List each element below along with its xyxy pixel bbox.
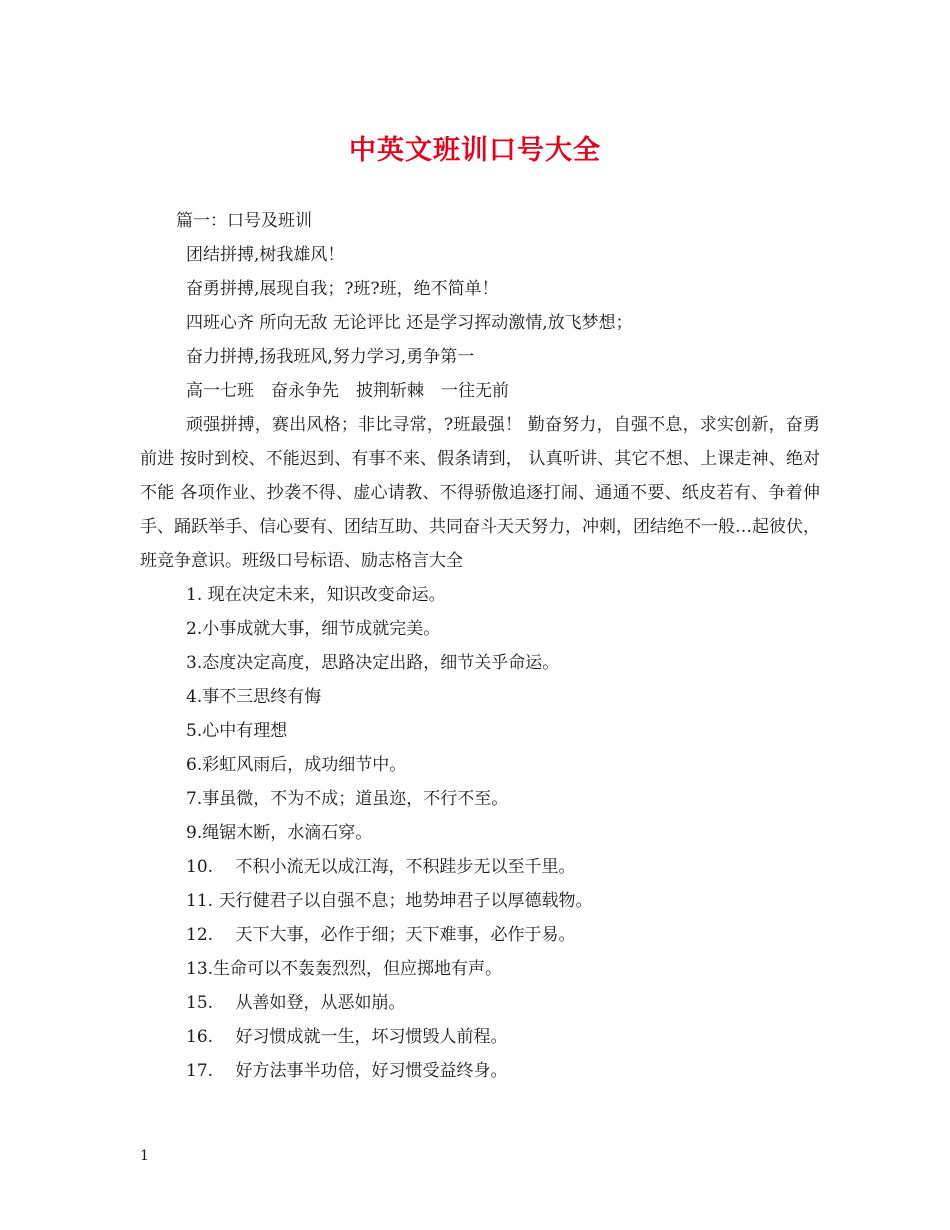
slogan-line: 奋力拼搏,扬我班风,努力学习,勇争第一 — [186, 347, 475, 367]
list-item: 11. 天行健君子以自强不息；地势坤君子以厚德载物。 — [186, 891, 593, 911]
page-number: 1 — [140, 1148, 149, 1164]
list-item: 1. 现在决定未来，知识改变命运。 — [186, 585, 446, 605]
body-paragraph: 顽强拼搏，赛出风格；非比寻常，?班最强！ 勤奋努力，自强不息，求实创新，奋勇前进 按时到校、不能迟到、有事不来、假条请到， 认真听讲、其它不想、上课走神、绝对不能 各项作业、抄袭不得、虚心请教、不得骄傲追逐打闹、通通不要、纸皮若有、争着伸手、踊跃举手、信心要有、团结互助、共同奋斗天天努力，冲刺，团结绝不一般…起彼伏，班竞争意识。班级口号标语、励志格言大全 — [140, 415, 820, 571]
slogan-line: 高一七班 奋永争先 披荆斩棘 一往无前 — [186, 381, 509, 401]
list-item: 16. 好习惯成就一生，坏习惯毁人前程。 — [186, 1027, 508, 1047]
list-item: 2.小事成就大事，细节成就完美。 — [186, 619, 441, 639]
list-item: 4.事不三思终有悔 — [186, 687, 322, 707]
list-item: 10. 不积小流无以成江海，不积跬步无以至千里。 — [186, 857, 576, 877]
section-heading: 篇一：口号及班训 — [176, 211, 312, 231]
list-item: 13.生命可以不轰轰烈烈，但应掷地有声。 — [186, 959, 503, 979]
document-title: 中英文班训口号大全 — [349, 135, 601, 166]
list-item: 9.绳锯木断，水滴石穿。 — [186, 823, 373, 843]
slogan-line: 四班心齐 所向无敌 无论评比 还是学习挥动激情,放飞梦想； — [186, 313, 633, 333]
list-item: 17. 好方法事半功倍，好习惯受益终身。 — [186, 1061, 508, 1081]
document-body — [140, 204, 820, 1088]
list-item: 5.心中有理想 — [186, 721, 288, 741]
list-item: 12. 天下大事，必作于细；天下难事，必作于易。 — [186, 925, 576, 945]
slogan-line: 团结拼搏,树我雄风！ — [186, 245, 345, 265]
list-item: 6.彩虹风雨后，成功细节中。 — [186, 755, 407, 775]
slogan-line: 奋勇拼搏,展现自我；?班?班，绝不简单！ — [186, 279, 499, 299]
list-item: 3.态度决定高度，思路决定出路，细节关乎命运。 — [186, 653, 560, 673]
list-item: 15. 从善如登，从恶如崩。 — [186, 993, 406, 1013]
list-item: 7.事虽微，不为不成；道虽迩，不行不至。 — [186, 789, 509, 809]
